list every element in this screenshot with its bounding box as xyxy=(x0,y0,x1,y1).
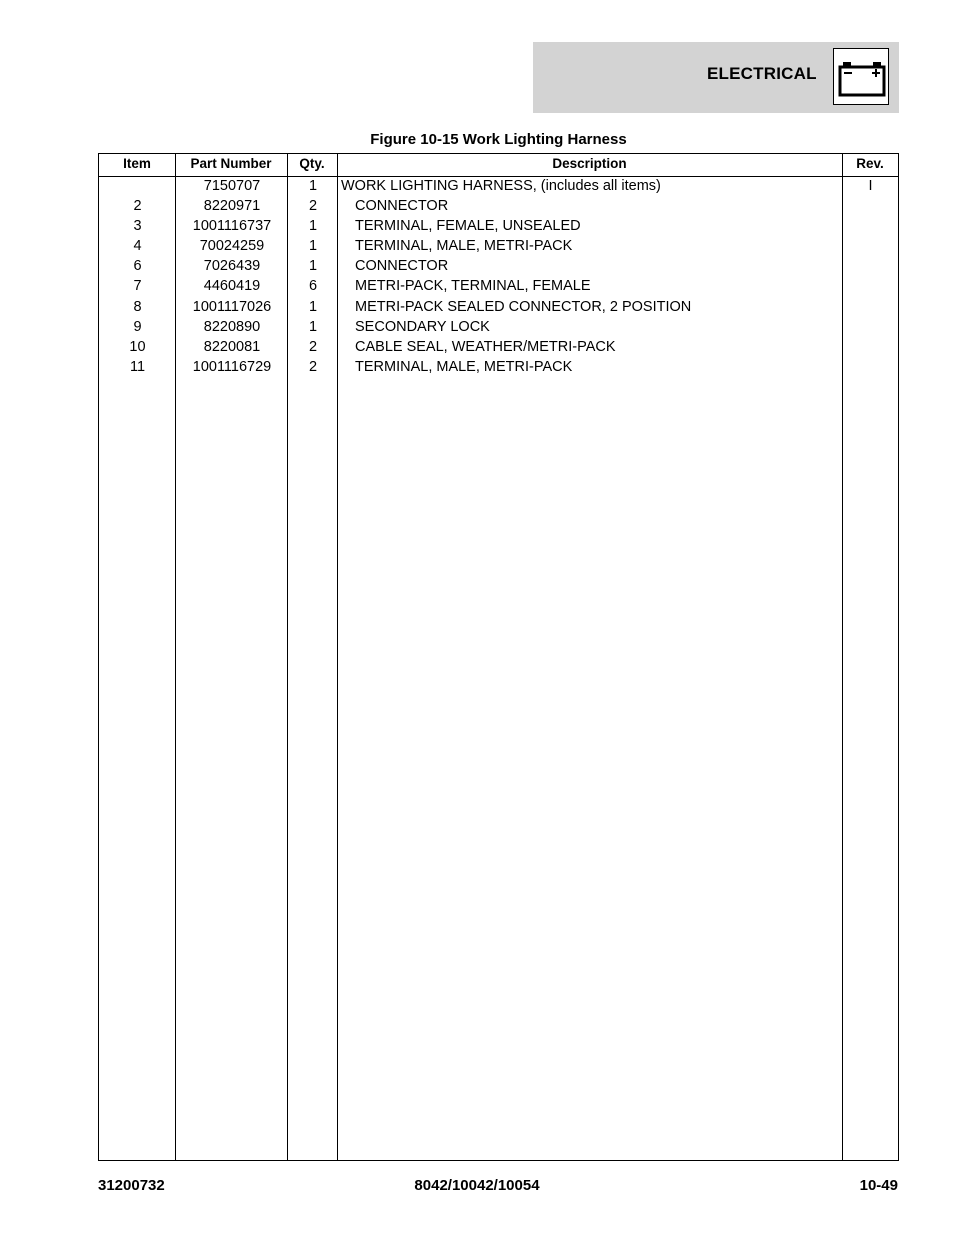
row-part-number: 8220081 xyxy=(203,338,261,355)
row-part-number: 7150707 xyxy=(203,178,261,194)
column-header-description: Description xyxy=(552,156,627,171)
table-row xyxy=(99,236,898,256)
row-quantity: 6 xyxy=(308,278,318,295)
row-item-number: 3 xyxy=(133,218,142,235)
row-part-number: 8220890 xyxy=(203,318,261,335)
table-row xyxy=(99,357,898,377)
row-part-number: 1001116737 xyxy=(192,218,272,235)
table-row xyxy=(99,256,898,276)
column-header-part-number: Part Number xyxy=(190,156,272,171)
row-item-number: 7 xyxy=(133,278,142,295)
table-row xyxy=(99,317,898,337)
table-row xyxy=(99,337,898,357)
row-item-number xyxy=(99,176,176,196)
row-part-number: 1001116729 xyxy=(192,358,272,375)
row-item-number: 10 xyxy=(129,338,146,355)
row-quantity: 1 xyxy=(308,258,318,275)
row-quantity: 1 xyxy=(308,238,318,255)
model-numbers: 8042/10042/10054 xyxy=(414,1177,540,1194)
row-item-number: 8 xyxy=(133,298,142,315)
row-description: WORK LIGHTING HARNESS, (includes all items) xyxy=(341,178,661,194)
column-header-item: Item xyxy=(123,156,151,171)
row-quantity: 1 xyxy=(308,318,318,335)
row-description: TERMINAL, MALE, METRI-PACK xyxy=(355,238,573,255)
row-revision xyxy=(843,236,898,256)
row-revision xyxy=(843,357,898,377)
row-item-number: 9 xyxy=(133,318,142,335)
row-part-number: 8220971 xyxy=(203,198,261,215)
section-title: ELECTRICAL xyxy=(707,64,817,83)
row-item-number: 4 xyxy=(133,238,142,255)
row-description: METRI-PACK SEALED CONNECTOR, 2 POSITION xyxy=(355,298,692,315)
row-quantity: 2 xyxy=(308,198,318,215)
row-description: TERMINAL, MALE, METRI-PACK xyxy=(355,358,573,375)
table-row xyxy=(99,216,898,236)
figure-title: Figure 10-15 Work Lighting Harness xyxy=(370,131,627,148)
row-description: CONNECTOR xyxy=(355,258,449,275)
parts-table xyxy=(98,153,899,1161)
row-revision xyxy=(843,317,898,337)
row-item-number: 6 xyxy=(133,258,142,275)
row-part-number: 7026439 xyxy=(203,258,261,275)
row-description: TERMINAL, FEMALE, UNSEALED xyxy=(355,218,581,235)
page-number: 10-49 xyxy=(859,1177,898,1194)
row-revision: I xyxy=(868,178,873,194)
row-description: SECONDARY LOCK xyxy=(355,318,490,335)
row-quantity: 2 xyxy=(308,358,318,375)
column-header-qty: Qty. xyxy=(299,156,325,171)
document-number: 31200732 xyxy=(98,1177,165,1194)
row-quantity: 1 xyxy=(308,218,318,235)
row-quantity: 1 xyxy=(308,298,318,315)
row-quantity: 1 xyxy=(308,178,318,194)
row-revision xyxy=(843,216,898,236)
column-header-rev: Rev. xyxy=(856,156,884,171)
battery-icon xyxy=(833,48,889,105)
row-part-number: 70024259 xyxy=(199,238,265,255)
row-quantity: 2 xyxy=(308,338,318,355)
row-revision xyxy=(843,297,898,317)
table-row xyxy=(99,297,898,317)
table-row xyxy=(99,276,898,296)
row-description: CONNECTOR xyxy=(355,198,449,215)
row-revision xyxy=(843,256,898,276)
row-description: CABLE SEAL, WEATHER/METRI-PACK xyxy=(355,338,616,355)
row-item-number: 11 xyxy=(129,358,146,375)
table-body xyxy=(99,176,898,377)
row-revision xyxy=(843,337,898,357)
row-part-number: 4460419 xyxy=(203,278,261,295)
table-row xyxy=(99,176,898,196)
table-row xyxy=(99,196,898,216)
row-part-number: 1001117026 xyxy=(192,298,272,315)
row-revision xyxy=(843,196,898,216)
row-item-number: 2 xyxy=(133,198,142,215)
row-revision xyxy=(843,276,898,296)
row-description: METRI-PACK, TERMINAL, FEMALE xyxy=(355,278,591,295)
